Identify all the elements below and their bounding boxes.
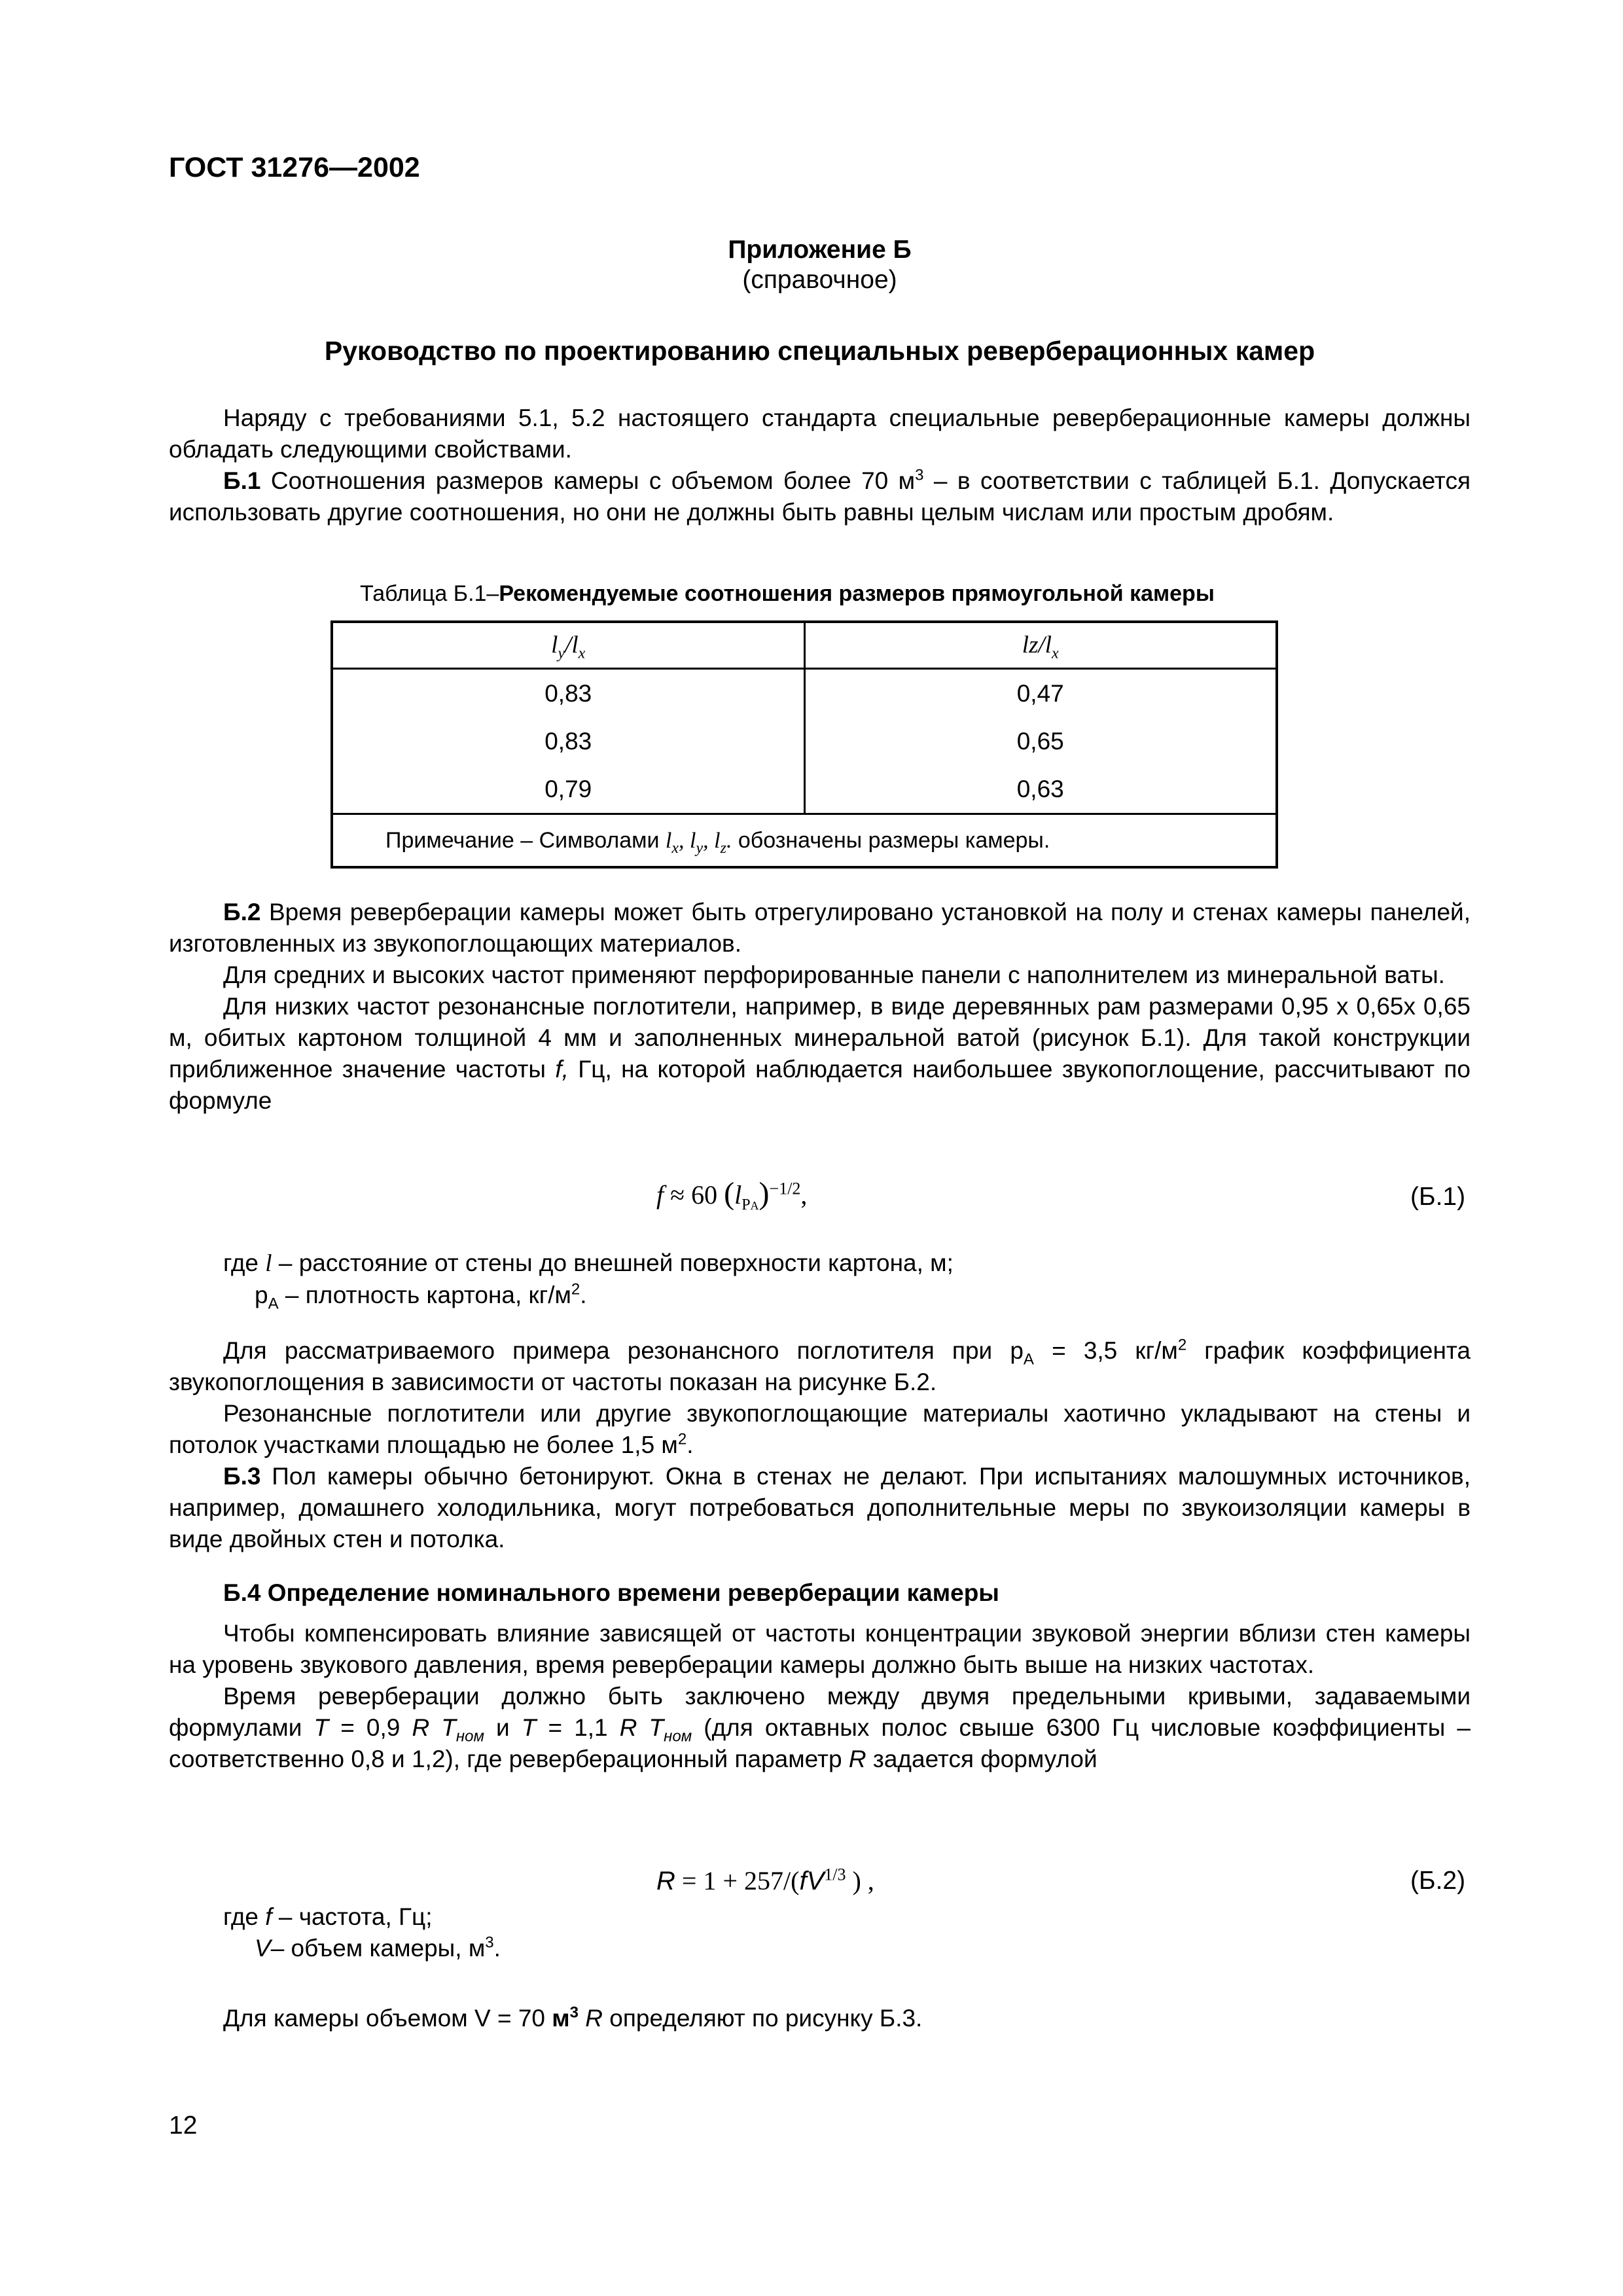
table-header-row: [332, 622, 1277, 669]
appendix-title: Приложение Б: [728, 236, 912, 264]
where-b1-line-2: $р_A$ – плотность картона, $кг/м^2$.: [255, 1280, 587, 1313]
final-paragraph: Для камеры объемом V = 70 $м^3$ R определяют по рисунку Б.3.: [223, 2003, 923, 2032]
b1-text-post: – в соответствии с таблицей Б.1. Допускается использовать другие соотношения, но они не должны быть равны целым числам или простым дробям.: [169, 467, 1471, 526]
table-row: [332, 669, 1277, 718]
where-b2-line-2: V– объем камеры, $м^3$.: [255, 1933, 501, 1962]
table-row: [332, 765, 1277, 814]
table-note: Примечание – Символами $l_x$, $l_y$, $l_z$. обозначены размеры камеры.: [332, 814, 1277, 868]
table-cell: 0,83: [544, 679, 592, 707]
table-header-lz-lx: $lz/l_x$: [804, 622, 1277, 669]
b2-paragraph-5: Резонансные поглотители или другие звукопоглощающие материалы хаотично укладывают на стены и потолок участками площадью не более 1,5 $м^2$.: [169, 1400, 1471, 1458]
where-b2: [169, 1901, 1471, 1964]
table-caption-prefix: Таблица Б.1–: [360, 581, 499, 606]
b2-paragraph-2: Для средних и высоких частот применяют перфорированные панели с наполнителем из минеральной ваты.: [223, 961, 1445, 988]
where-b1: [169, 1247, 1471, 1311]
where-b2-line-1: где f – частота, Гц;: [223, 1903, 433, 1930]
table-cell: 0,65: [804, 717, 1277, 765]
table-cell: 0,83: [544, 727, 592, 755]
appendix-heading: Руководство по проектированию специальных реверберационных камер: [324, 336, 1315, 366]
b3-paragraph: Б.3 Пол камеры обычно бетонируют. Окна в стенах не делают. При испытаниях малошумных источников, например, домашнего холодильника, могут потребоваться дополнительные меры по звукоизоляции камеры в виде двойных стен и потолка.: [169, 1463, 1471, 1552]
b4-section: [169, 1577, 1471, 1775]
b2-label: Б.2: [223, 899, 261, 925]
page-number: 12: [169, 2111, 198, 2140]
b4-paragraph-2: Время реверберации должно быть заключено между двумя предельными кривыми, задаваемыми формулами T = 0,9 R $T_{ном}$ и T = 1,1 R $T_{ном}$ (для октавных полос свыше 6300 Гц числовые коэффициенты – соответственно 0,8 и 1,2), где реверберационный параметр R задается формулой: [169, 1683, 1471, 1772]
formula-b1-number: (Б.1): [1410, 1183, 1466, 1211]
intro-paragraph: Наряду с требованиями 5.1, 5.2 настоящего стандарта специальные реверберационные камеры должны обладать следующими свойствами.: [169, 404, 1471, 463]
table-header-ly-lx: $l_y/l_x$: [332, 622, 804, 669]
b1-sup: 3: [915, 466, 924, 484]
b2-paragraph-3: Для низких частот резонансные поглотители, например, в виде деревянных рам размерами 0,95 х 0,65х 0,65 м, обитых картоном толщиной 4 мм и заполненных минеральной ватой (рисунок Б.1). Для такой конструкции приближенное значение частоты f, Гц, на которой наблюдается наибольшее звукопоглощение, рассчитывают по формуле: [169, 993, 1471, 1114]
b2-b3-section: [169, 1335, 1471, 1555]
b4-paragraph-1: Чтобы компенсировать влияние зависящей от частоты концентрации звуковой энергии вблизи стен камеры на уровень звукового давления, время реверберации камеры должно быть выше на низких частотах.: [169, 1620, 1471, 1678]
intro-section: [169, 403, 1471, 528]
table-note-row: [332, 814, 1277, 868]
b1-paragraph: [169, 465, 1471, 528]
table-cell: 0,79: [544, 775, 592, 802]
b1-text-pre: Соотношения размеров камеры с объемом более 70 м: [260, 467, 916, 494]
b3-label: Б.3: [223, 1463, 261, 1490]
formula-b2: $R = 1 + 257/(fV^{1/3}$ ) ,: [656, 1865, 874, 1895]
document-id: ГОСТ 31276—2002: [169, 152, 420, 183]
table-cell: 0,63: [804, 765, 1277, 814]
b2-section: [169, 897, 1471, 1117]
b1-label: Б.1: [223, 467, 261, 494]
table-caption: [360, 578, 1215, 609]
b4-heading: Б.4 Определение номинального времени реверберации камеры: [223, 1579, 999, 1606]
appendix-subtitle: (справочное): [742, 266, 897, 294]
table-cell: 0,47: [804, 669, 1277, 718]
table-caption-title: Рекомендуемые соотношения размеров прямоугольной камеры: [499, 581, 1215, 606]
where-b1-line-1: где l – расстояние от стены до внешней поверхности картона, м;: [223, 1249, 954, 1277]
formula-b1: f ≈ 60 $(l_{PA})^{-1/2}$,: [656, 1176, 808, 1213]
b2-paragraph-4: Для рассматриваемого примера резонансного поглотителя при $р_A = 3,5$ $кг/м^2$ график коэффициента звукопоглощения в зависимости от частоты показан на рисунке Б.2.: [169, 1336, 1471, 1395]
table-row: [332, 717, 1277, 765]
ratio-table: [330, 620, 1278, 869]
formula-b2-number: (Б.2): [1410, 1867, 1466, 1895]
b2-paragraph-1: Б.2 Время реверберации камеры может быть отрегулировано установкой на полу и стенах камеры панелей, изготовленных из звукопоглощающих материалов.: [169, 899, 1471, 957]
